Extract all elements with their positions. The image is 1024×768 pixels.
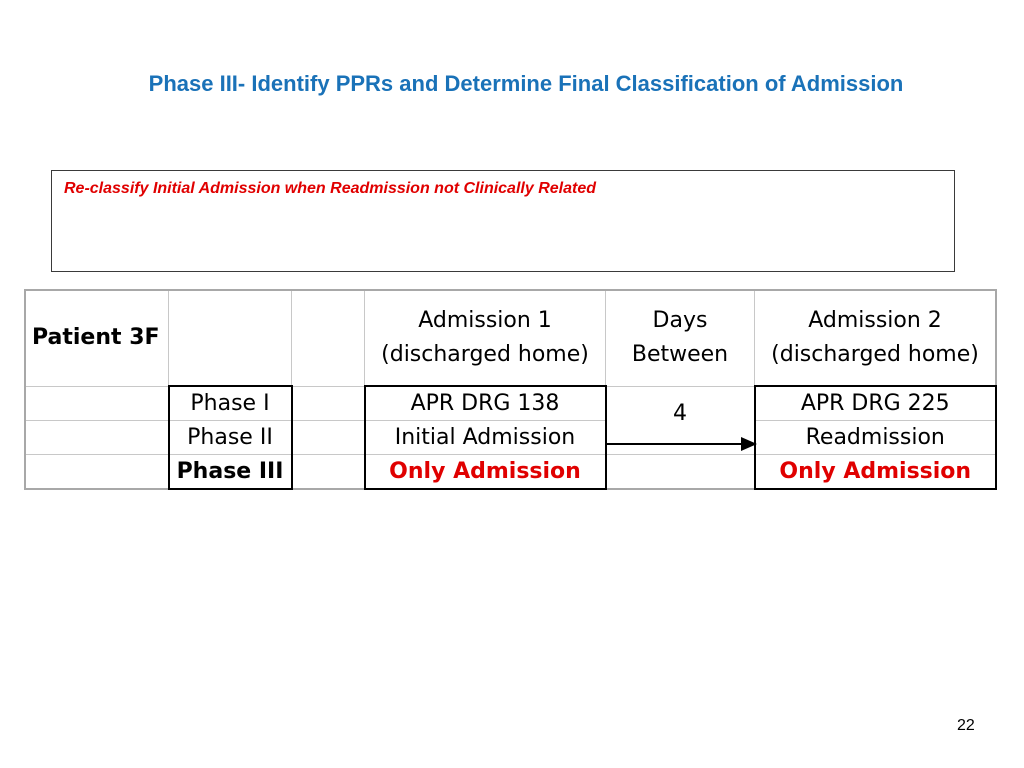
phase-header-cell [169, 290, 292, 386]
admission1-value: Only Admission [365, 455, 606, 490]
days-header-line1: Days [652, 308, 708, 334]
admission1-value: Initial Admission [365, 421, 606, 455]
admission2-value: Only Admission [755, 455, 997, 490]
empty-cell [25, 455, 169, 490]
note-text: Re-classify Initial Admission when Readmission not Clinically Related [64, 180, 596, 197]
admission1-value: APR DRG 138 [365, 386, 606, 421]
empty-cell [292, 421, 365, 455]
phase-label: Phase I [169, 386, 292, 421]
admission2-header [755, 290, 997, 386]
empty-cell [606, 455, 755, 490]
table-header-row [25, 290, 996, 386]
table-row [25, 455, 996, 490]
admission1-header-line1: Admission 1 [418, 308, 552, 333]
days-header [606, 290, 755, 386]
table-row [25, 421, 996, 455]
days-header-line2: Between [631, 342, 729, 368]
admission2-value: APR DRG 225 [755, 386, 997, 421]
phase-label: Phase III [169, 455, 292, 490]
admission2-value: Readmission [755, 421, 997, 455]
table-row [25, 386, 996, 421]
phase-label: Phase II [169, 421, 292, 455]
empty-cell [292, 386, 365, 421]
days-between-value: 4 [673, 400, 687, 426]
empty-cell [292, 455, 365, 490]
admission1-header [365, 290, 606, 386]
days-between-cell [606, 386, 755, 455]
admission2-header-line2: (discharged home) [771, 342, 979, 367]
classification-table [24, 289, 997, 490]
note-box [51, 170, 955, 272]
right-arrow-icon [607, 437, 757, 451]
empty-cell [25, 421, 169, 455]
slide-title: Phase III- Identify PPRs and Determine Final Classification of Admission [148, 71, 904, 96]
blank-header-cell [292, 290, 365, 386]
admission1-header-line2: (discharged home) [381, 342, 589, 367]
patient-label: Patient 3F [25, 290, 169, 386]
empty-cell [25, 386, 169, 421]
page-number: 22 [957, 717, 975, 734]
admission2-header-line1: Admission 2 [808, 308, 942, 333]
